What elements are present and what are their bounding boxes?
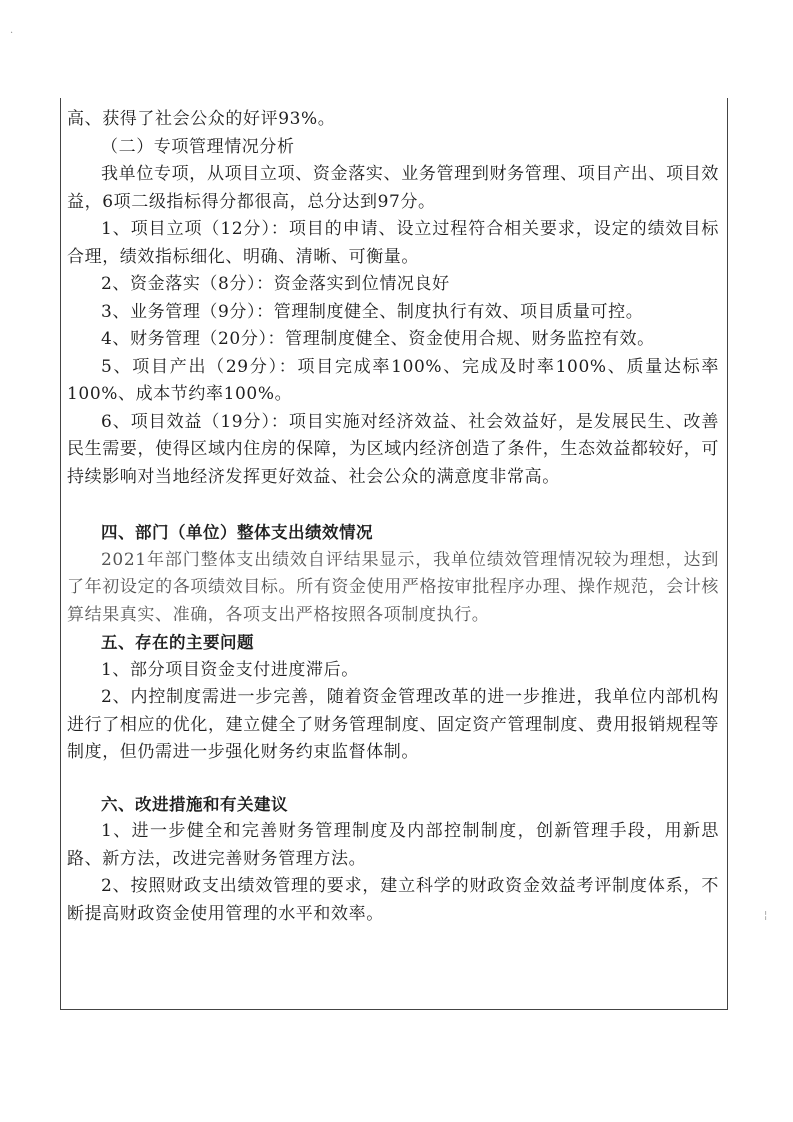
list-item: 2、按照财政支出绩效管理的要求，建立科学的财政资金效益考评制度体系，不断提高财政资金使用管理的水平和效率。 <box>67 876 719 924</box>
spacer <box>67 491 719 519</box>
list-item: 2、内控制度需进一步完善，随着资金管理改革的进一步推进，我单位内部机构进行了相应的优化，建立健全了财务管理制度、固定资产管理制度、费用报销规程等制度，但仍需进一步强化财务约束监督体制。 <box>67 687 719 762</box>
continued-paragraph: 高、获得了社会公众的好评93%。 <box>67 109 336 129</box>
list-item: 5、项目产出（29分）：项目完成率100%、完成及时率100%、质量达标率100%、成本节约率100%。 <box>67 356 719 404</box>
subsection-title: （二）专项管理情况分析 <box>101 136 295 157</box>
list-item: 6、项目效益（19分）：项目实施对经济效益、社会效益好，是发展民生、改善民生需要，使得区域内住房的保障，为区域内经济创造了条件，生态效益都较好，可持续影响对当地经济发挥更好效益、社会公众的满意度非常高。 <box>67 411 719 487</box>
list-item: 2、资金落实（8分）：资金落实到位情况良好 <box>101 274 450 294</box>
spacer <box>67 767 719 791</box>
section-body: 2021年部门整体支出绩效自评结果显示，我单位绩效管理情况较为理想，达到了年初设定的各项绩效目标。所有资金使用严格按审批程序办理、操作规范，会计核算结果真实、准确，各项支出严格按照各项制度执行。 <box>67 549 719 625</box>
document-frame <box>60 98 728 1010</box>
list-item: 1、进一步健全和完善财务管理制度及内部控制制度，创新管理手段，用新思路、新方法，改进完善财务管理方法。 <box>67 821 719 869</box>
document-body <box>67 106 719 928</box>
section-heading: 五、存在的主要问题 <box>101 633 254 652</box>
list-item: 3、业务管理（9分）：管理制度健全、制度执行有效、项目质量可控。 <box>101 301 644 322</box>
scan-speck: · <box>10 28 14 39</box>
section-heading: 六、改进措施和有关建议 <box>101 794 288 814</box>
list-item: 1、部分项目资金支付进度滞后。 <box>101 659 359 680</box>
scan-speck: ¦ <box>764 910 768 921</box>
list-item: 1、项目立项（12分）：项目的申请、设立过程符合相关要求，设定的绩效目标合理，绩效指标细化、明确、清晰、可衡量。 <box>67 219 719 267</box>
list-item: 4、财务管理（20分）：管理制度健全、资金使用合规、财务监控有效。 <box>101 329 655 349</box>
section-heading: 四、部门（单位）整体支出绩效情况 <box>101 523 373 542</box>
subsection-intro: 我单位专项，从项目立项、资金落实、业务管理到财务管理、项目产出、项目效益，6项二级指标得分都很高，总分达到97分。 <box>67 164 719 212</box>
